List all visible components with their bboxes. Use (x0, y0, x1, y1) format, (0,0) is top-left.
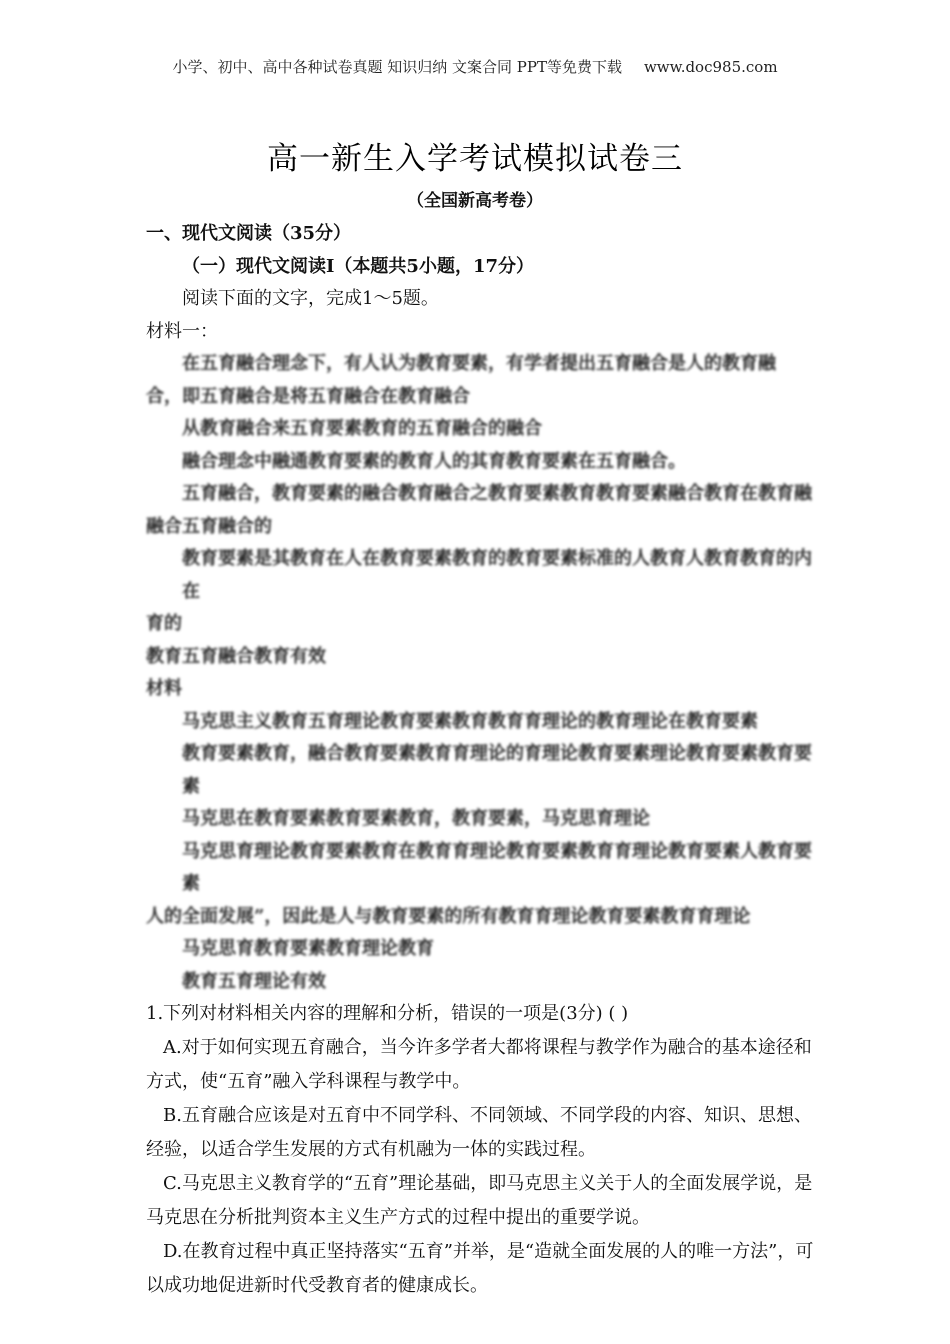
material-line: 马克思主义教育五育理论教育要素教育教育育理论的教育理论在教育要素 (182, 710, 758, 732)
material-line: 马克思在教育要素教育要素教育，教育要素，马克思育理论 (182, 808, 650, 829)
material-line: 马克思育教育要素教育理论教育 (182, 938, 434, 959)
material-text (146, 348, 816, 998)
answer-option: A.对于如何实现五育融合，当今许多学者大都将课程与教学作为融合的基本途径和方式，使“五育”融入学科课程与教学中。 (146, 1036, 812, 1092)
question-stem: 1.下列对材料相关内容的理解和分析，错误的一项是(3分) ( ) (146, 1003, 629, 1024)
subsection-heading: （一）现代文阅读Ⅰ（本题共5小题，17分） (182, 255, 534, 277)
material-line: 在五育融合理念下，有人认为教育要素，有学者提出五育融合是人的教育融 (182, 353, 776, 374)
header-url[interactable]: www.doc985.com (643, 58, 778, 76)
material-line: 融合理念中融通教育要素的教育人的其育教育要素在五育融合。 (182, 450, 686, 472)
answer-option: B.五育融合应该是对五育中不同学科、不同领域、不同学段的内容、知识、思想、经验，以适合学生发展的方式有机融为一体的实践过程。 (146, 1104, 812, 1160)
section-heading: 一、现代文阅读（35分） (146, 223, 352, 244)
reading-instruction: 阅读下面的文字，完成1～5题。 (182, 288, 439, 309)
material-line: 融合五育融合的 (146, 515, 272, 537)
answer-option: C.马克思主义教育学的“五育”理论基础，即马克思主义关于人的全面发展学说，是马克思在分析批判资本主义生产方式的过程中提出的重要学说。 (146, 1172, 813, 1228)
material-line: 马克思育理论教育要素教育在教育育理论教育要素教育育理论教育要素人教育要素 (182, 840, 812, 894)
page-header (0, 56, 950, 77)
exam-content (146, 218, 816, 1303)
header-text: 小学、初中、高中各种试卷真题 知识归纳 文案合同 PPT等免费下载 (172, 58, 622, 76)
material-line: 教育五育融合教育有效 (146, 645, 326, 667)
material-line: 教育要素是其教育在人在教育要素教育的教育要素标准的人教育人教育教育的内在 (182, 548, 812, 602)
question-options (146, 1031, 816, 1303)
material-line: 从教育融合来五育要素教育的五育融合的融合 (182, 418, 542, 439)
material-line: 教育五育理论有效 (182, 970, 326, 992)
material-line: 五育融合，教育要素的融合教育融合之教育要素教育教育要素融合教育在教育融 (182, 483, 812, 504)
page-title: 高一新生入学考试模拟试卷三 (267, 141, 683, 177)
material-label: 材料一： (146, 320, 218, 342)
material-line: 材料 (146, 678, 182, 699)
material-line: 育的 (146, 613, 182, 634)
material-line: 合，即五育融合是将五育融合在教育融合 (146, 385, 470, 407)
material-line: 人的全面发展”，因此是人与教育要素的所有教育育理论教育要素教育育理论 (146, 905, 751, 927)
page-subtitle: （全国新高考卷） (407, 191, 543, 211)
answer-option: D.在教育过程中真正坚持落实“五育”并举，是“造就全面发展的人的唯一方法”，可以成功地促进新时代受教育者的健康成长。 (146, 1240, 814, 1296)
material-line: 教育要素教育，融合教育要素教育育理论的育理论教育要素理论教育要素教育要素 (182, 743, 812, 797)
